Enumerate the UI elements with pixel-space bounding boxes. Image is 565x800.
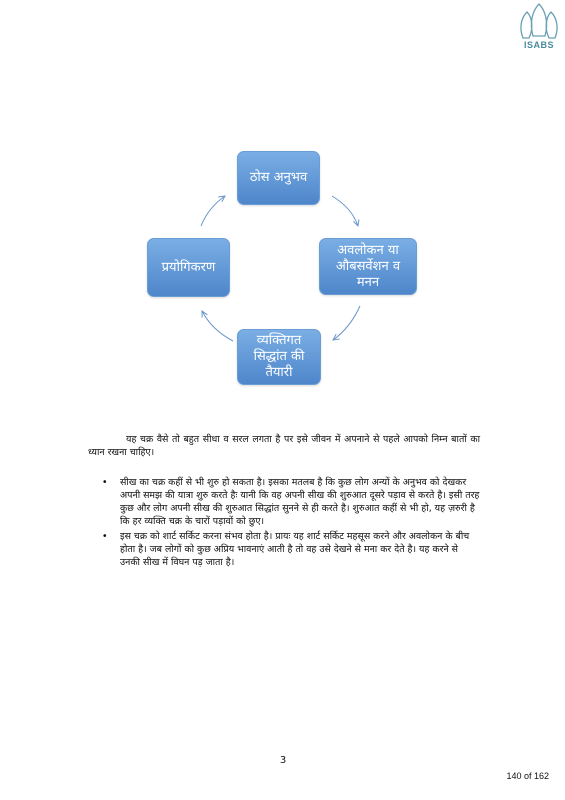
arrow-top-to-right xyxy=(332,196,358,226)
bullet-list xyxy=(100,476,480,571)
bullet-icon: • xyxy=(102,477,108,488)
list-item-text: इस चक्र को शार्ट सर्किट करना संभव होता है। प्रायः यह शार्ट सर्किट महसूस करने और अवलोकन के बीच होता है। जब लोगों को कुछ अप्रिय भावनाएं आती है तो वह उसे देखने से मना कर देते है। यह करने से उनकी सीख में विघन पड़ जाता है। xyxy=(120,531,470,568)
page-of-total: 140 of 162 xyxy=(506,771,549,781)
logo-text: ISABS xyxy=(523,40,554,50)
arrow-right-to-bottom xyxy=(333,306,360,340)
intro-paragraph xyxy=(88,433,480,459)
intro-text: यह चक्र वैसे तो बहुत सीधा व सरल लगता है पर इसे जीवन में अपनाने से पहले आपको निम्न बातों का ध्यान रखना चाहिए। xyxy=(88,434,480,458)
list-item xyxy=(100,530,480,569)
bullet-icon: • xyxy=(102,531,108,542)
page-number: 3 xyxy=(279,755,287,766)
cycle-node-experimentation: प्रयोगिकरण xyxy=(147,238,230,297)
cycle-node-concrete-experience: ठोस अनुभव xyxy=(237,151,320,205)
arrow-left-to-top xyxy=(201,196,225,226)
cycle-node-theory: व्यक्तिगत सिद्धांत की तैयारी xyxy=(237,329,321,385)
list-item-text: सीख का चक्र कहीं से भी शुरु हो सकता है। इसका मतलब है कि कुछ लोग अन्यों के अनुभव को देखकर अपनी समझ की यात्रा शुरु करते हैः यानी कि वह अपनी सीख की शुरुआत दूसरे पड़ाव से करते है। इसी तरह कुछ और लोग अपनी सीख की शुरुआत सिद्धांत सुनने से ही करते है। शुरुआत कहीं से भी हो, यह ज़रुरी है कि हर व्यक्ति चक्र के चारों पड़ावों को छुए। xyxy=(120,477,480,527)
arrow-bottom-to-left xyxy=(202,311,233,341)
list-item xyxy=(100,476,480,528)
cycle-node-observation: अवलोकन या औबसर्वेशन व मनन xyxy=(319,238,417,295)
